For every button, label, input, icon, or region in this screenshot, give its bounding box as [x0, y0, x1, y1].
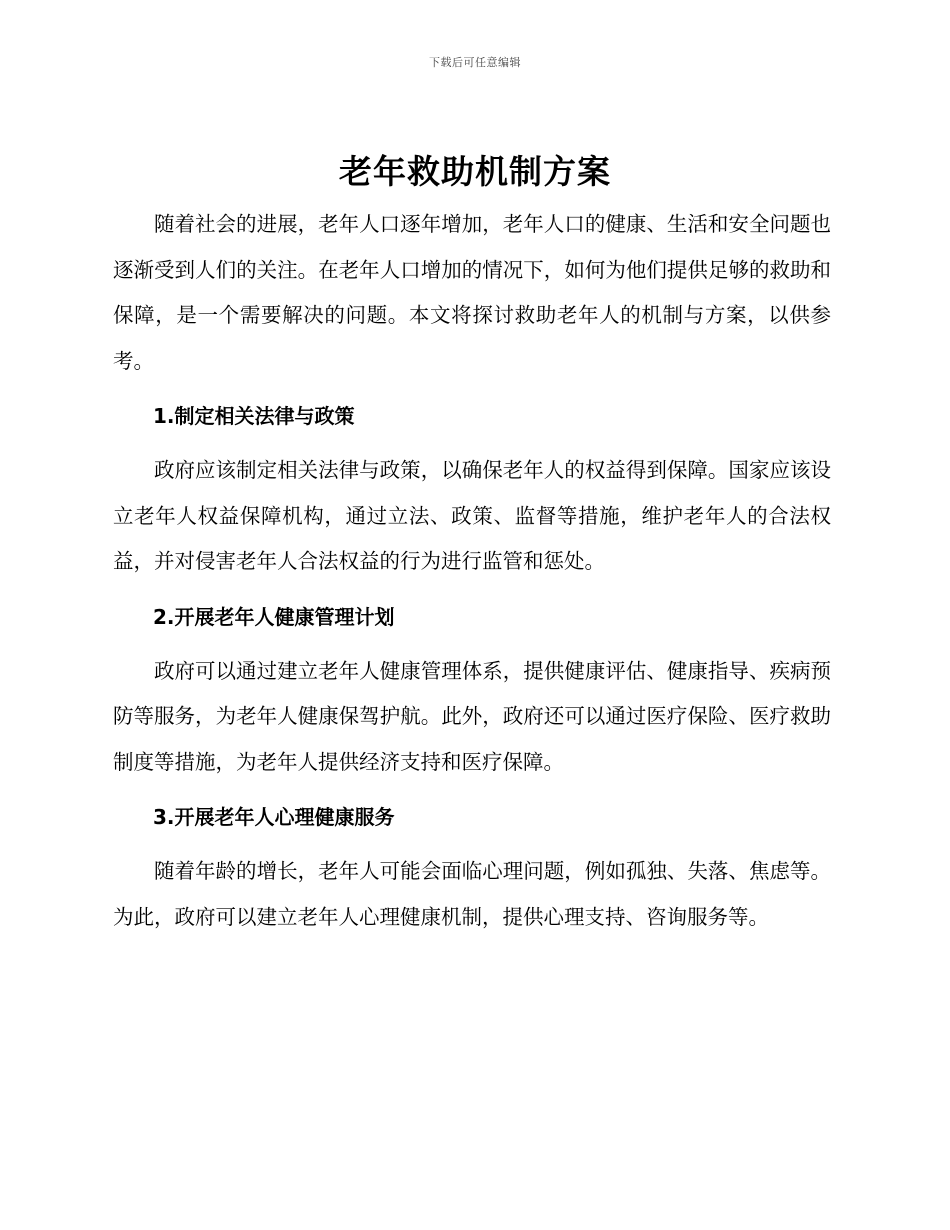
header-note: 下载后可任意编辑	[429, 56, 521, 69]
page-title: 老年救助机制方案	[339, 152, 611, 191]
document-body	[113, 202, 831, 940]
section-body-2: 政府可以通过建立老年人健康管理体系，提供健康评估、健康指导、疾病预防等服务，为老年人健康保驾护航。此外，政府还可以通过医疗保险、医疗救助制度等措施，为老年人提供经济支持和医疗保障。	[113, 658, 831, 774]
section-heading-3: 3.开展老年人心理健康服务	[153, 805, 395, 829]
section-body-1: 政府应该制定相关法律与政策，以确保老年人的权益得到保障。国家应该设立老年人权益保障机构，通过立法、政策、监督等措施，维护老年人的合法权益，并对侵害老年人合法权益的行为进行监管和惩处。	[113, 458, 831, 573]
section-heading-1: 1.制定相关法律与政策	[153, 404, 355, 428]
section-body-3: 随着年龄的增长，老年人可能会面临心理问题，例如孤独、失落、焦虑等。为此，政府可以建立老年人心理健康机制，提供心理支持、咨询服务等。	[113, 859, 831, 929]
section-heading-2: 2.开展老年人健康管理计划	[153, 604, 395, 629]
intro-paragraph: 随着社会的进展，老年人口逐年增加，老年人口的健康、生活和安全问题也逐渐受到人们的关注。在老年人口增加的情况下，如何为他们提供足够的救助和保障，是一个需要解决的问题。本文将探讨救助老年人的机制与方案，以供参考。	[113, 212, 831, 373]
